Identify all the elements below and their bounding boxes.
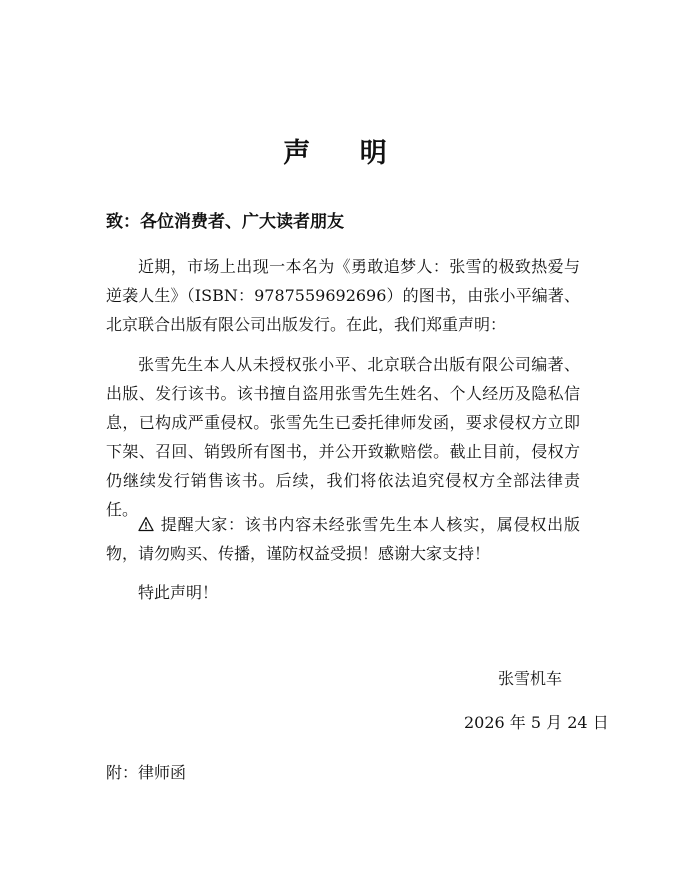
closing-statement: 特此声明！ xyxy=(138,583,219,602)
signature: 张雪机车 xyxy=(498,669,563,688)
warning-text: 提醒大家：该书内容未经张雪先生本人核实，属侵权出版物，请勿购买、传播，谨防权益受损！感谢大家支持！ xyxy=(106,515,580,563)
paragraph-statement: 张雪先生本人从未授权张小平、北京联合出版有限公司编著、出版、发行该书。该书擅自盗用张雪先生姓名、个人经历及隐私信息，已构成严重侵权。张雪先生已委托律师发函，要求侵权方立即下架、召回、销毁所有图书，并公开致歉赔偿。截止目前，侵权方仍继续发行销售该书。后续，我们将依法追究侵权方全部法律责任。 xyxy=(106,355,580,519)
date: 2026 年 5 月 24 日 xyxy=(464,713,609,732)
paragraph-intro: 近期，市场上出现一本名为《勇敢追梦人：张雪的极致热爱与逆袭人生》（ISBN：9787559692696）的图书，由张小平编著、北京联合出版有限公司出版发行。在此，我们郑重声明： xyxy=(106,257,580,334)
paragraph-warning xyxy=(106,510,580,568)
document-title: 声 明 xyxy=(283,138,407,169)
attachment-note: 附：律师函 xyxy=(106,763,187,782)
warning-triangle-icon xyxy=(138,512,154,528)
salutation: 致：各位消费者、广大读者朋友 xyxy=(106,212,344,232)
